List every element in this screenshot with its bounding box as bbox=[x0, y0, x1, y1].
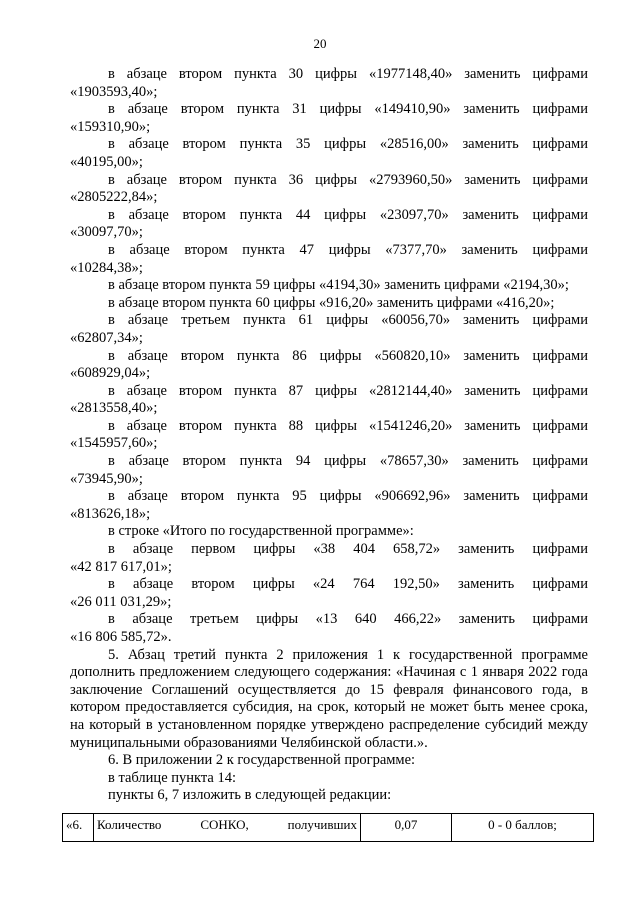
amendment-line: в абзаце втором пункта 94 цифры «78657,30» заменить цифрами bbox=[108, 453, 588, 470]
indicator-name-part: Количество bbox=[97, 817, 162, 832]
amendment-continuation: «813626,18»; bbox=[70, 505, 151, 522]
itogo-line: в абзаце третьем цифры «13 640 466,22» заменить цифрами bbox=[108, 611, 588, 628]
amendment-line: в абзаце втором пункта 35 цифры «28516,00» заменить цифрами bbox=[108, 136, 588, 153]
amendment-continuation: «1545957,60»; bbox=[70, 435, 158, 452]
itogo-line: в абзаце втором цифры «24 764 192,50» заменить цифрами bbox=[108, 576, 588, 593]
indicator-name-cell bbox=[94, 814, 361, 842]
page-number: 20 bbox=[313, 36, 327, 51]
amendment-continuation: «30097,70»; bbox=[70, 224, 143, 241]
indicator-name-part: получивших bbox=[287, 817, 357, 832]
table-note: в таблице пункта 14: bbox=[108, 769, 236, 786]
amendment-line: в абзаце втором пункта 59 цифры «4194,30» заменить цифрами «2194,30»; bbox=[108, 277, 569, 294]
amendment-continuation: «159310,90»; bbox=[70, 118, 151, 135]
amendment-continuation: «1903593,40»; bbox=[70, 83, 158, 100]
indicator-name-part: СОНКО, bbox=[200, 817, 249, 832]
amendment-line: в абзаце втором пункта 86 цифры «560820,10» заменить цифрами bbox=[108, 347, 588, 364]
amendment-line: в абзаце втором пункта 47 цифры «7377,70» заменить цифрами bbox=[108, 241, 588, 258]
itogo-heading: в строке «Итого по государственной программе»: bbox=[108, 523, 414, 540]
amendment-line: в абзаце втором пункта 60 цифры «916,20» заменить цифрами «416,20»; bbox=[108, 294, 555, 311]
amendment-line: в абзаце втором пункта 88 цифры «1541246,20» заменить цифрами bbox=[108, 417, 588, 434]
itogo-list bbox=[70, 541, 588, 647]
itogo-continuation: «26 011 031,29»; bbox=[70, 593, 172, 610]
indicator-score-cell: 0 - 0 баллов; bbox=[452, 814, 594, 842]
points-note: пункты 6, 7 изложить в следующей редакции: bbox=[108, 787, 392, 804]
indicator-value-cell: 0,07 bbox=[361, 814, 452, 842]
paragraph-5: 5. Абзац третий пункта 2 приложения 1 к государственной программе дополнить предложением следующего содержания: «Начиная с 1 января 2022 года заключение Соглашений осуществляется до 15 февраля финансового года, в котором предоставляется субсидия, на срок, который не может быть менее срока, на который в установленном порядке утверждено распределение субсидий между муниципальными образованиями Челябинской области.». bbox=[70, 646, 588, 751]
indicator-table bbox=[62, 813, 594, 842]
amendment-line: в абзаце втором пункта 30 цифры «1977148,40» заменить цифрами bbox=[108, 66, 588, 82]
itogo-continuation: «42 817 617,01»; bbox=[70, 558, 172, 575]
amendment-continuation: «10284,38»; bbox=[70, 259, 143, 276]
amendment-continuation: «608929,04»; bbox=[70, 365, 151, 382]
table-row bbox=[63, 814, 594, 842]
row-number-cell: «6. bbox=[63, 814, 94, 842]
amendment-continuation: «2805222,84»; bbox=[70, 189, 158, 206]
amendment-line: в абзаце втором пункта 95 цифры «906692,96» заменить цифрами bbox=[108, 488, 588, 505]
amendment-continuation: «73945,90»; bbox=[70, 470, 143, 487]
amendment-list bbox=[70, 66, 588, 523]
paragraph-6: 6. В приложении 2 к государственной программе: bbox=[108, 752, 416, 769]
amendment-continuation: «40195,00»; bbox=[70, 153, 143, 170]
itogo-continuation: «16 806 585,72». bbox=[70, 629, 172, 645]
amendment-continuation: «2813558,40»; bbox=[70, 400, 158, 417]
amendment-line: в абзаце третьем пункта 61 цифры «60056,70» заменить цифрами bbox=[108, 312, 588, 329]
amendment-line: в абзаце втором пункта 36 цифры «2793960,50» заменить цифрами bbox=[108, 171, 588, 188]
amendment-line: в абзаце втором пункта 87 цифры «2812144,40» заменить цифрами bbox=[108, 382, 588, 399]
amendment-line: в абзаце втором пункта 44 цифры «23097,70» заменить цифрами bbox=[108, 206, 588, 223]
amendment-continuation: «62807,34»; bbox=[70, 329, 143, 346]
amendment-line: в абзаце втором пункта 31 цифры «149410,90» заменить цифрами bbox=[108, 101, 588, 118]
document-body bbox=[70, 66, 588, 805]
itogo-line: в абзаце первом цифры «38 404 658,72» заменить цифрами bbox=[108, 541, 588, 558]
